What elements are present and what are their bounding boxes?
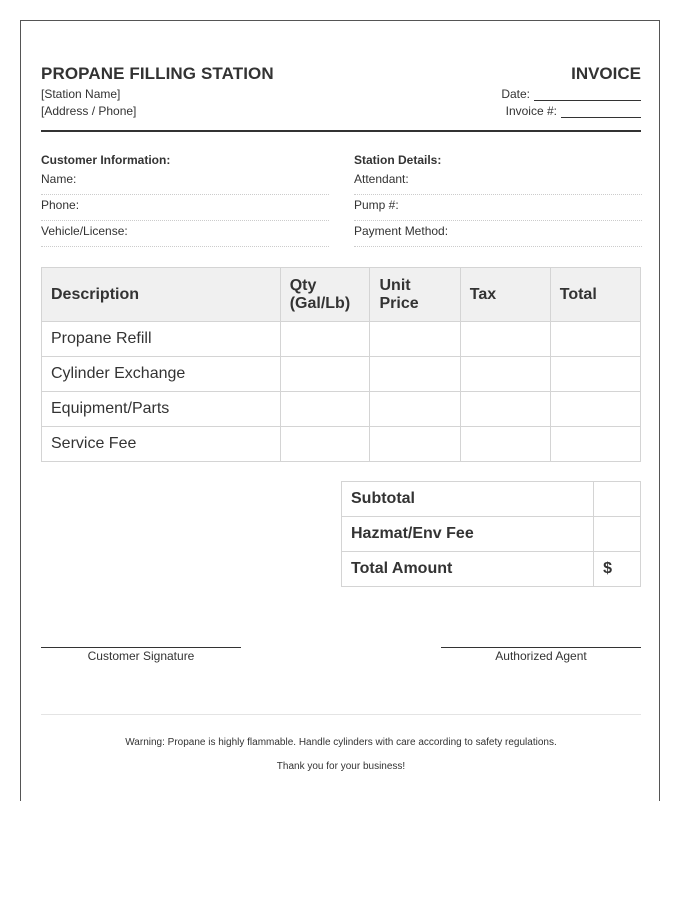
row-unit-price-cell[interactable] [370, 357, 460, 392]
col-unit-price-header-line1: Unit [379, 276, 411, 294]
row-total-cell[interactable] [550, 392, 640, 427]
table-row [42, 357, 641, 392]
row-unit-price-cell[interactable] [370, 322, 460, 357]
customer-vehicle-field[interactable]: Vehicle/License: [41, 222, 329, 247]
customer-phone-field[interactable]: Phone: [41, 196, 329, 221]
table-row [42, 322, 641, 357]
station-details-heading: Station Details: [354, 153, 442, 167]
col-qty-header-line2: (Gal/Lb) [289, 294, 351, 312]
totals-table [341, 481, 641, 587]
total-amount-label: Total Amount [342, 552, 594, 587]
subtotal-label: Subtotal [342, 482, 594, 517]
row-tax-cell[interactable] [460, 392, 550, 427]
safety-warning: Warning: Propane is highly flammable. Handle cylinders with care according to safety regulations. [125, 737, 557, 748]
row-qty-cell[interactable] [280, 392, 370, 427]
pump-number-field[interactable]: Pump #: [354, 196, 642, 221]
subtotal-row [342, 482, 641, 517]
invoice-number-label: Invoice #: [505, 104, 557, 118]
row-total-cell[interactable] [550, 427, 640, 462]
row-unit-price-cell[interactable] [370, 427, 460, 462]
payment-method-field[interactable]: Payment Method: [354, 222, 642, 247]
customer-signature-label: Customer Signature [87, 649, 195, 663]
table-row [42, 427, 641, 462]
row-total-cell[interactable] [550, 322, 640, 357]
customer-info-heading: Customer Information: [41, 153, 171, 167]
row-description: Propane Refill [42, 322, 281, 357]
footer-divider [41, 714, 641, 715]
invoice-number-row [506, 104, 641, 118]
total-amount-row [342, 552, 641, 587]
subtotal-value[interactable] [594, 482, 641, 517]
invoice-label: INVOICE [571, 64, 641, 83]
hazmat-fee-label: Hazmat/Env Fee [342, 517, 594, 552]
hazmat-fee-row [342, 517, 641, 552]
row-description: Service Fee [42, 427, 281, 462]
date-label: Date: [501, 87, 530, 101]
date-blank-line[interactable] [534, 88, 641, 101]
row-tax-cell[interactable] [460, 357, 550, 392]
row-tax-cell[interactable] [460, 322, 550, 357]
row-unit-price-cell[interactable] [370, 392, 460, 427]
col-unit-price-header [370, 268, 460, 322]
agent-signature-label: Authorized Agent [495, 649, 587, 663]
col-total-header: Total [550, 268, 640, 322]
invoice-page [20, 20, 660, 801]
customer-name-field[interactable]: Name: [41, 170, 329, 195]
row-qty-cell[interactable] [280, 322, 370, 357]
station-address: [Address / Phone] [41, 104, 137, 118]
invoice-number-blank-line[interactable] [561, 105, 641, 118]
row-description: Equipment/Parts [42, 392, 281, 427]
customer-info-section [41, 153, 329, 248]
agent-signature-line[interactable] [441, 647, 641, 663]
col-description-header: Description [42, 268, 281, 322]
attendant-field[interactable]: Attendant: [354, 170, 642, 195]
col-tax-header: Tax [460, 268, 550, 322]
thank-you-note: Thank you for your business! [276, 761, 406, 772]
station-name: [Station Name] [41, 87, 121, 101]
row-total-cell[interactable] [550, 357, 640, 392]
hazmat-fee-value[interactable] [594, 517, 641, 552]
station-details-section [354, 153, 642, 248]
row-description: Cylinder Exchange [42, 357, 281, 392]
row-qty-cell[interactable] [280, 357, 370, 392]
col-qty-header-line1: Qty [289, 276, 317, 294]
col-unit-price-header-line2: Price [379, 294, 419, 312]
total-amount-value[interactable]: $ [594, 552, 641, 587]
row-qty-cell[interactable] [280, 427, 370, 462]
table-row [42, 392, 641, 427]
col-qty-header [280, 268, 370, 322]
items-header-row [42, 268, 641, 322]
row-tax-cell[interactable] [460, 427, 550, 462]
header-divider [41, 130, 641, 132]
items-table [41, 267, 641, 462]
date-row [501, 87, 641, 101]
customer-signature-line[interactable] [41, 647, 241, 663]
document-title: PROPANE FILLING STATION [41, 64, 274, 83]
